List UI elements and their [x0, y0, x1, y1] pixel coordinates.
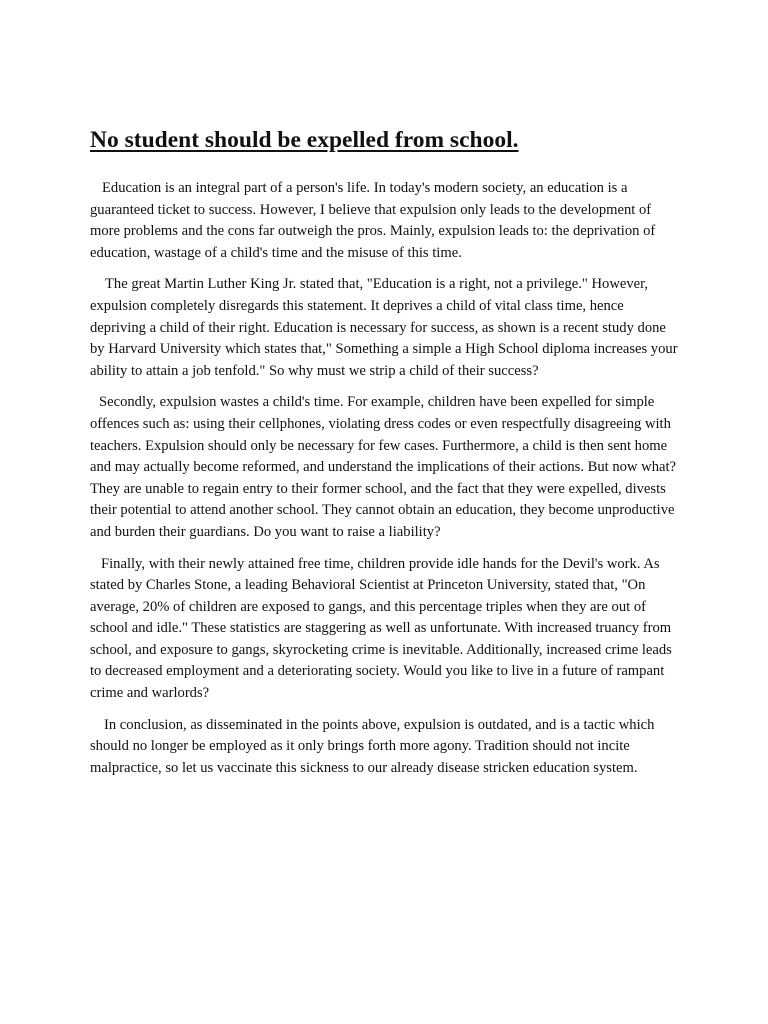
- paragraph-wasted-time: Secondly, expulsion wastes a child's time. For example, children have been expelled for simple offences such as: using their cellphones, violating dress codes or even respectfully disagreeing with teachers. Expulsion should only be necessary for few cases. Furthermore, a child is then sent home and may actually become reformed, and understand the implications of their actions. But now what? They are unable to regain entry to their former school, and the fact that they were expelled, divests their potential to attend another school. They cannot obtain an education, they become unproductive and burden their guardians. Do you want to raise a liability?: [90, 394, 677, 540]
- paragraph-mlk-quote: The great Martin Luther King Jr. stated that, "Education is a right, not a privilege." However, expulsion completely disregards this statement. It deprives a child of vital class time, hence depriving a child of their right. Education is necessary for success, as shown is a recent study done by Harvard University which states that," Something a simple a High School diploma increases your ability to attain a job tenfold." So why must we strip a child of their success?: [90, 276, 678, 379]
- paragraph-conclusion: In conclusion, as disseminated in the points above, expulsion is outdated, and is a tactic which should no longer be employed as it only brings forth more agony. Tradition should not incite malpractice, so let us vaccinate this sickness to our already disease stricken education system.: [90, 716, 655, 776]
- document-title: No student should be expelled from school.: [90, 127, 519, 153]
- paragraph-idle-time: Finally, with their newly attained free time, children provide idle hands for the Devil's work. As stated by Charles Stone, a leading Behavioral Scientist at Princeton University, stated that, "On average, 20% of children are exposed to gangs, and this percentage triples when they are out of school and idle." These statistics are staggering as well as unfortunate. With increased truancy from school, and exposure to gangs, skyrocketing crime is inevitable. Additionally, increased crime leads to decreased employment and a deteriorating society. Would you like to live in a future of rampant crime and warlords?: [90, 555, 672, 702]
- document-body: [90, 124, 678, 789]
- paragraph-introduction: Education is an integral part of a person's life. In today's modern society, an education is a guaranteed ticket to success. However, I believe that expulsion only leads to the development of more problems and the cons far outweigh the pros. Mainly, expulsion leads to: the deprivation of education, wastage of a child's time and the misuse of this time.: [90, 180, 656, 261]
